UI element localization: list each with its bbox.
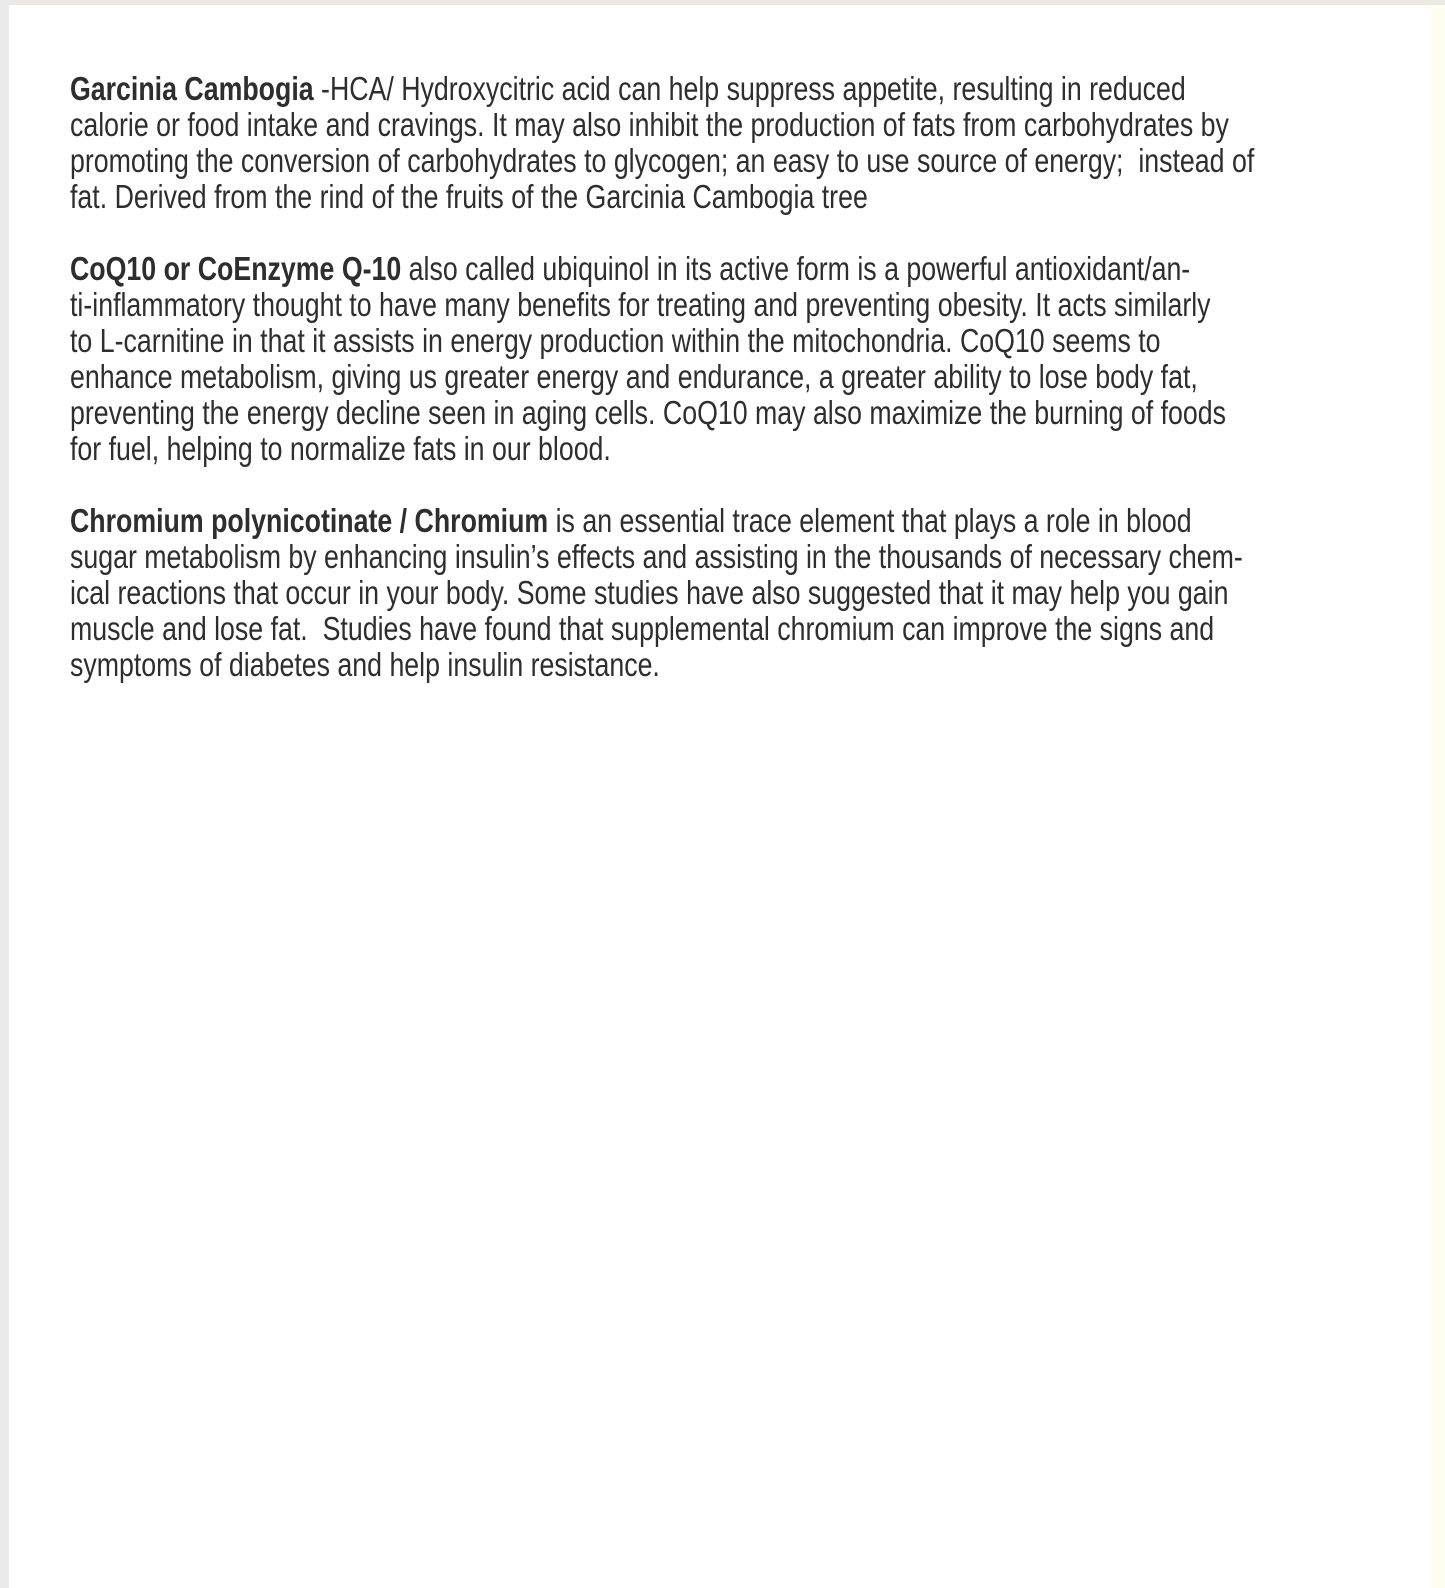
text-line: for fuel, helping to normalize fats in our blood. [70, 430, 611, 467]
text-line: sugar metabolism by enhancing insulin’s effects and assisting in the thousands of necessary chem- [70, 538, 1243, 575]
text-line [70, 71, 1415, 107]
scan-edge-top [0, 0, 1445, 5]
text-line: ical reactions that occur in your body. Some studies have also suggested that it may help you gain [70, 574, 1229, 611]
text-line: ti-inflammatory thought to have many benefits for treating and preventing obesity. It acts similarly [70, 286, 1211, 323]
text-line: enhance metabolism, giving us greater energy and endurance, a greater ability to lose body fat, [70, 358, 1198, 395]
paragraph-coq10 [70, 251, 1415, 467]
paragraph-garcinia-cambogia [70, 71, 1415, 215]
text-line: muscle and lose fat. Studies have found that supplemental chromium can improve the signs and [70, 610, 1215, 647]
scan-edge-left [0, 0, 9, 1588]
text-run: -HCA/ Hydroxycitric acid can help suppress appetite, resulting in reduced [313, 70, 1186, 107]
text-line: to L-carnitine in that it assists in energy production within the mitochondria. CoQ10 seems to [70, 322, 1161, 359]
text-line: fat. Derived from the rind of the fruits of the Garcinia Cambogia tree [70, 178, 868, 215]
term-garcinia-cambogia: Garcinia Cambogia [70, 70, 314, 107]
text-line: preventing the energy decline seen in aging cells. CoQ10 may also maximize the burning of foods [70, 394, 1226, 431]
text-run: also called ubiquinol in its active form is a powerful antioxidant/an- [401, 250, 1191, 287]
term-coq10: CoQ10 or CoEnzyme Q-10 [70, 250, 402, 287]
text-line: symptoms of diabetes and help insulin resistance. [70, 646, 660, 683]
scan-edge-right [1431, 5, 1445, 1588]
text-line: calorie or food intake and cravings. It may also inhibit the production of fats from carbohydrates by [70, 106, 1229, 143]
term-chromium: Chromium polynicotinate / Chromium [70, 502, 549, 539]
text-run: is an essential trace element that plays a role in blood [548, 502, 1192, 539]
text-content [70, 71, 1415, 719]
text-line: promoting the conversion of carbohydrates to glycogen; an easy to use source of energy; instead of [70, 142, 1255, 179]
paragraph-chromium [70, 503, 1415, 683]
text-line [70, 503, 1415, 539]
text-line [70, 251, 1415, 287]
